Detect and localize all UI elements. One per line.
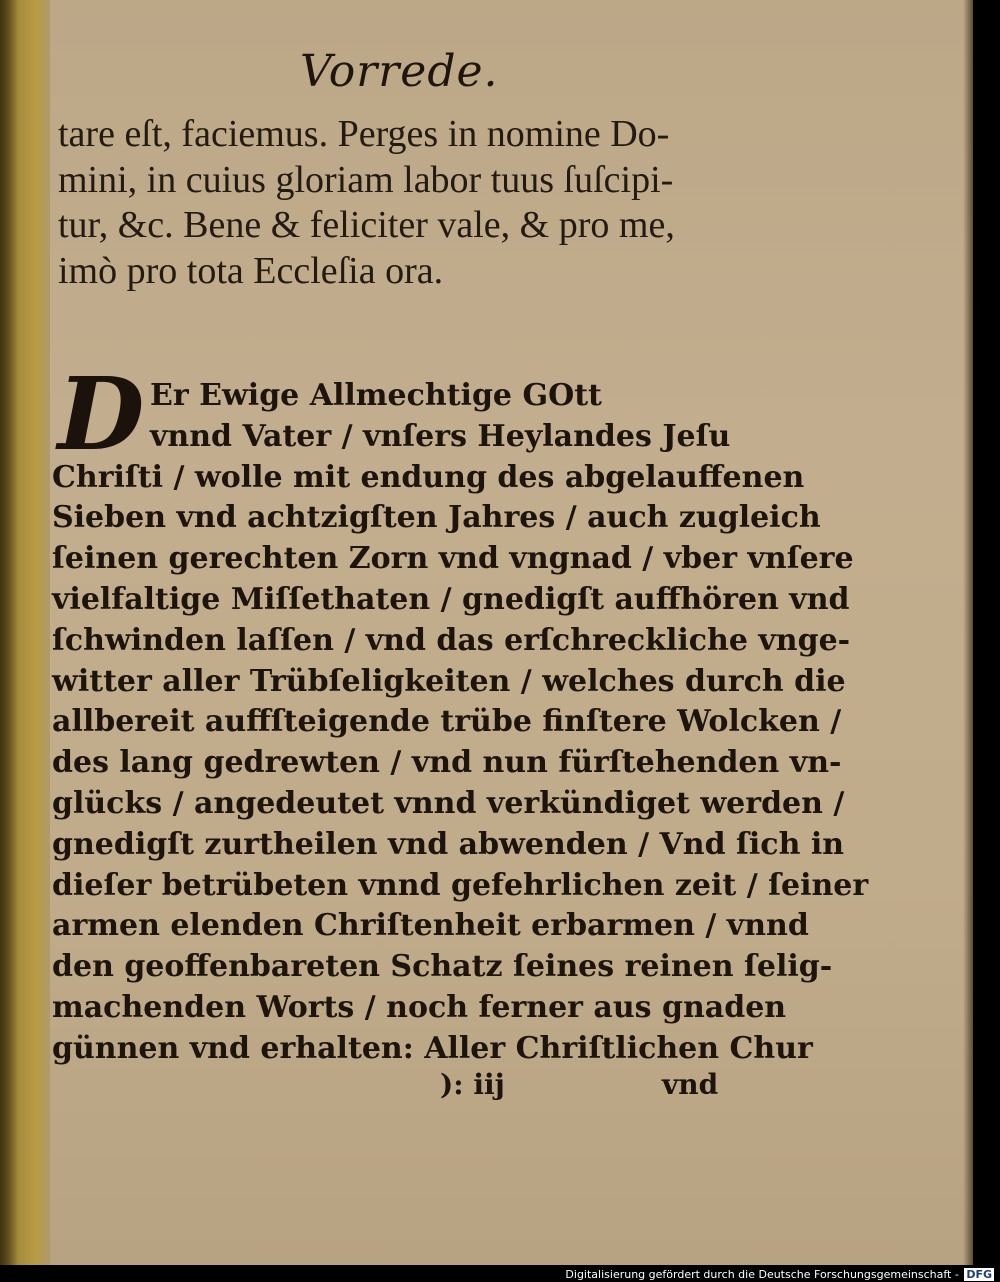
german-line: günnen vnd erhalten: Aller Chriſtlichen Chur	[52, 1030, 813, 1066]
german-line: Chriſti / wolle mit endung des abgelauffenen	[52, 459, 805, 495]
latin-line: imò pro tota Eccleſia ora.	[58, 249, 444, 292]
german-line: Sieben vnd achtzigſten Jahres / auch zugleich	[52, 500, 821, 536]
dfg-logo: DFG	[966, 1268, 992, 1281]
german-paragraph	[52, 376, 869, 1070]
german-line: witter aller Trübſeligkeiten / welches durch die	[52, 663, 846, 699]
german-line: Er Ewige Allmechtige GOtt	[150, 378, 602, 413]
latin-line: mini, in cuius gloriam labor tuus ſuſcipi-	[58, 158, 674, 201]
german-line: vnnd Vater / vnſers Heylandes Jeſu	[150, 418, 731, 454]
german-line: des lang gedrewten / vnd nun fürſtehenden vn-	[52, 745, 842, 781]
running-head: Vorrede.	[300, 46, 499, 97]
german-line: ſchwinden laſſen / vnd das erſchreckliche vnge-	[52, 622, 851, 658]
german-line: vielfaltige Miſſethaten / gnedigſt auffhören vnd	[52, 581, 850, 617]
german-line: glücks / angedeutet vnnd verkündiget werden /	[52, 785, 845, 821]
latin-paragraph	[58, 112, 728, 294]
signature-mark: ): iij	[440, 1068, 505, 1101]
latin-line: tare eſt, faciemus. Perges in nomine Do-	[58, 113, 670, 155]
german-line: gnedigſt zurtheilen vnd abwenden / Vnd ſich in	[52, 826, 845, 862]
page-edge	[963, 0, 973, 1265]
german-line: allbereit auffſteigende trübe finſtere Wolcken /	[52, 704, 842, 740]
german-line: dieſer betrübeten vnnd gefehrlichen zeit / ſeiner	[52, 867, 869, 903]
german-line: ſeinen gerechten Zorn vnd vngnad / vber vnſere	[52, 541, 854, 577]
latin-line: tur, &c. Bene & feliciter vale, & pro me,	[58, 204, 675, 246]
drop-cap-initial: D	[57, 355, 145, 473]
digitization-footer	[565, 1268, 994, 1281]
german-line: machenden Worts / noch ferner aus gnaden	[52, 989, 787, 1025]
binding-shadow	[0, 0, 18, 1265]
german-line: armen elenden Chriſtenheit erbarmen / vnnd	[52, 908, 809, 944]
german-line: den geoffenbareten Schatz ſeines reinen ſelig-	[52, 949, 833, 985]
footer-text: Digitalisierung gefördert durch die Deutsche Forschungsgemeinschaft -	[565, 1268, 959, 1281]
catchword: vnd	[662, 1068, 719, 1101]
